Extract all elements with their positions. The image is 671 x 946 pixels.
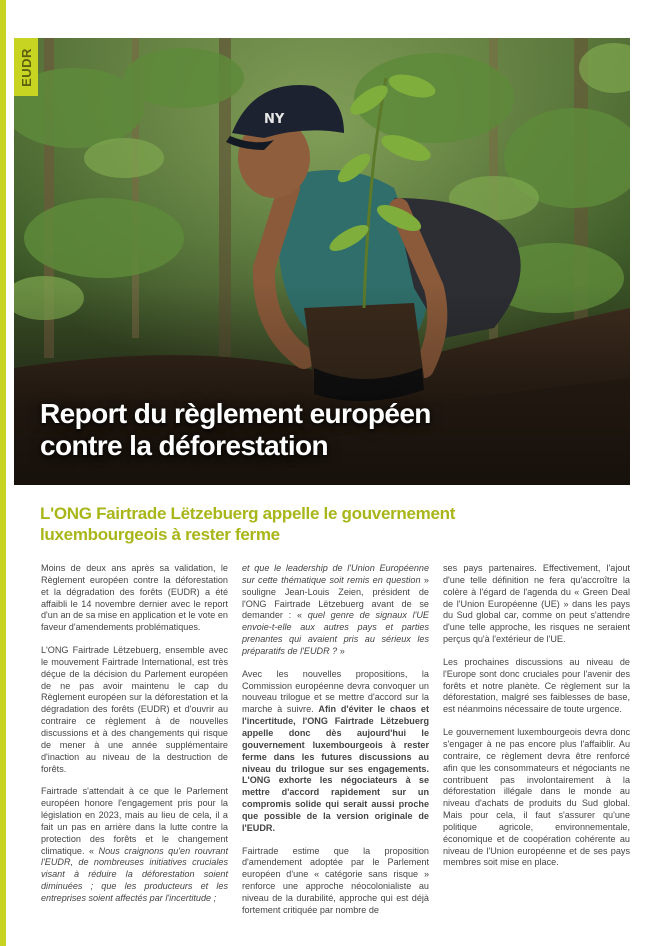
paragraph-text: Avec les nouvelles propositions, la Commission européenne devra convoquer un nouveau trilogue et se mettre d'accord sur la marche à suivre.: [242, 668, 429, 715]
text-column-3: [443, 563, 630, 880]
article-subtitle-line-1: L'ONG Fairtrade Lëtzebuerg appelle le gouvernement: [40, 504, 456, 523]
paragraph: Moins de deux ans après sa validation, le Règlement européen contre la déforestation et la dégradation des forêts (EUDR) a été affaibli le 14 novembre dernier avec le report d'un an de sa mise en application et le vote en faveur d'amendements problématiques.: [41, 563, 228, 633]
paragraph-text: » souligne Jean-Louis Zeien, président de l'ONG Fairtrade Lëtzebuerg avant de se demander : «: [242, 574, 429, 621]
paragraph: [242, 669, 429, 835]
hero-photo: [14, 38, 630, 485]
text-column-1: [41, 563, 228, 916]
paragraph: Fairtrade estime que la proposition d'amendement adoptée par le Parlement européen d'une « catégorie sans risque » renforce une approche néocolonialiste au niveau de la durabilité, approche qui est déjà fortement critiquée par nombre de: [242, 845, 429, 915]
paragraph: [242, 563, 429, 658]
paragraph: Le gouvernement luxembourgeois devra donc s'engager à ne pas encore plus l'affaiblir. Au contraire, ce règlement devra être renforcé afin que les consommateurs et négociants ne contribuent pas involontairement à la déforestation illégale dans le monde au niveau d'achats de produits du Sud global. Mais pour cela, il faut s'assurer qu'une politique agricole, environnementale, économique et de coopération cohérente au niveau de l'Union européenne et de ses pays membres soit mise en place.: [443, 727, 630, 868]
article-title-line-1: Report du règlement européen: [40, 398, 431, 429]
section-tab: [14, 38, 38, 96]
accent-side-bar: [0, 0, 6, 946]
quote-text: quel genre de signaux l'UE envoie-t-elle aux autres pays et parties prenantes qui avaient pris au sérieux les préparatifs de l'EUDR ?: [242, 610, 429, 656]
paragraph: ses pays partenaires. Effectivement, l'ajout d'une telle définition ne fera qu'accroître la colère à l'égard de l'agenda du « Green Deal de l'Union Européenne (UE) » dans les pays du Sud global car, comme on peut s'attendre d'une telle approche, les risques ne seraient perçus qu'à l'extérieur de l'UE.: [443, 563, 630, 645]
article-title-line-2: contre la déforestation: [40, 430, 329, 461]
quote-text: Nous craignons qu'en rouvrant l'EUDR, de nombreuses initiatives cruciales visant à réduire la déforestation soient diminuées ; que les producteurs et les entreprises soient affectés par l'incertitude ;: [41, 845, 228, 903]
paragraph: L'ONG Fairtrade Lëtzebuerg, ensemble avec le mouvement Fairtrade International, est très déçue de la décision du Parlement européen de ne pas avoir maintenu le cap du Règlement européen sur la déforestation et la dégradation des forêts (EUDR) et d'ouvrir au contraire ce règlement à de nouvelles discussions et à des changements qui risque de mener à une année supplémentaire d'inaction au niveau de la destruction de forêts.: [41, 645, 228, 774]
text-column-2: [242, 563, 429, 928]
paragraph-text: »: [337, 645, 345, 656]
bold-text: Afin d'éviter le chaos et l'incertitude, l'ONG Fairtrade Lëtzebuerg appelle donc dès aujourd'hui le gouvernement luxembourgeois à rester ferme dans les futures discussions au niveau du trilogue sur ses engagements. L'ONG exhorte les négociateurs à se mettre d'accord rapidement sur un compromis solide qui serait aussi proche que possible de la version originale de l'EUDR.: [242, 704, 429, 833]
section-tab-label: EUDR: [18, 47, 34, 87]
paragraph: [41, 786, 228, 904]
paragraph: Les prochaines discussions au niveau de l'Europe sont donc cruciales pour l'avenir des forêts et notre planète. Ce règlement sur la déforestation, malgré ses faiblesses de base, est néanmoins nécessaire de toute urgence.: [443, 656, 630, 715]
paragraph-text: Fairtrade s'attendait à ce que le Parlement européen honore l'engagement pris pour la législation en 2023, mais au lieu de cela, il a fait un pas en arrière dans la lutte contre la protection des forêts et le changement climatique. «: [41, 786, 228, 856]
quote-text: et que le leadership de l'Union Européenne sur cette thématique soit remis en question: [242, 563, 429, 585]
article-title: [40, 398, 600, 462]
article-subtitle-line-2: luxembourgeois à rester ferme: [40, 525, 280, 544]
article-subtitle: [40, 503, 520, 545]
